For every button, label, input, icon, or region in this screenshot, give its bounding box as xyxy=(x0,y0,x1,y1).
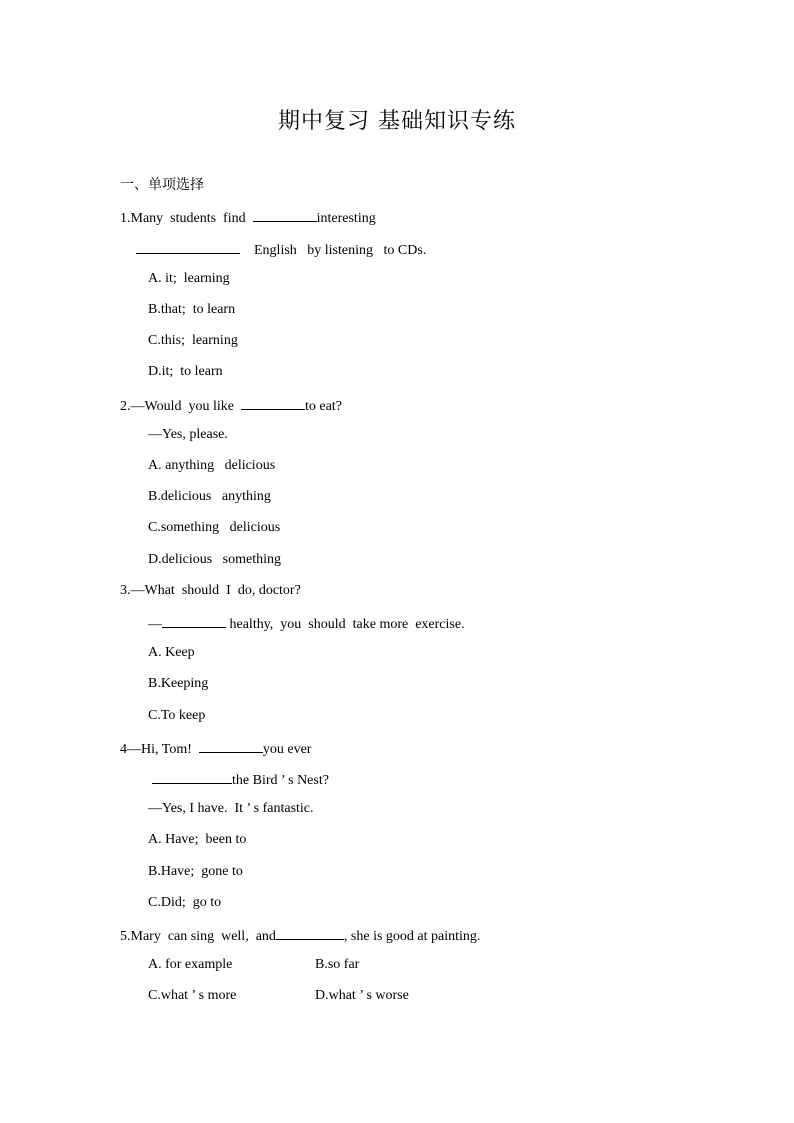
question-3-reply: — healthy, you should take more exercise. xyxy=(148,613,465,634)
question-1-stem-cont: English by listening to CDs. xyxy=(136,239,426,260)
question-1-stem: 1.Many students find interesting xyxy=(120,207,376,228)
question-4-option-a: A. Have; been to xyxy=(148,832,247,847)
answer-blank xyxy=(162,613,226,628)
question-5-option-b: B.so far xyxy=(315,957,360,972)
question-2-option-c: C.something delicious xyxy=(148,520,281,535)
question-4-stem: 4—Hi, Tom! you ever xyxy=(120,738,311,759)
question-1-option-a: A. it; learning xyxy=(148,271,230,286)
answer-blank xyxy=(276,925,344,940)
section-heading: 一、单项选择 xyxy=(120,177,204,193)
question-2-stem: 2.—Would you like to eat? xyxy=(120,395,342,416)
question-5-stem: 5.Mary can sing well, and , she is good at painting. xyxy=(120,925,480,946)
question-3-stem: 3.—What should I do, doctor? xyxy=(120,583,301,598)
answer-blank xyxy=(152,769,232,784)
question-2-option-d: D.delicious something xyxy=(148,552,281,567)
answer-blank xyxy=(199,738,263,753)
question-2-reply: —Yes, please. xyxy=(148,427,228,442)
question-1-option-c: C.this; learning xyxy=(148,333,238,348)
question-5-option-a: A. for example xyxy=(148,957,233,972)
answer-blank xyxy=(253,207,317,222)
question-4-option-b: B.Have; gone to xyxy=(148,864,243,879)
answer-blank xyxy=(136,239,240,254)
question-1-option-d: D.it; to learn xyxy=(148,364,223,379)
question-5-option-d: D.what ’ s worse xyxy=(315,988,409,1003)
question-2-option-b: B.delicious anything xyxy=(148,489,271,504)
answer-blank xyxy=(241,395,305,410)
question-4-option-c: C.Did; go to xyxy=(148,895,222,910)
question-4-reply: —Yes, I have. It ’ s fantastic. xyxy=(148,801,314,816)
question-1-option-b: B.that; to learn xyxy=(148,302,236,317)
question-3-option-c: C.To keep xyxy=(148,708,206,723)
question-3-option-a: A. Keep xyxy=(148,645,195,660)
question-3-option-b: B.Keeping xyxy=(148,676,209,691)
question-4-stem-cont: the Bird ’ s Nest? xyxy=(152,769,329,790)
question-5-option-c: C.what ’ s more xyxy=(148,988,237,1003)
page-title: 期中复习 基础知识专练 xyxy=(278,109,516,134)
question-2-option-a: A. anything delicious xyxy=(148,458,276,473)
